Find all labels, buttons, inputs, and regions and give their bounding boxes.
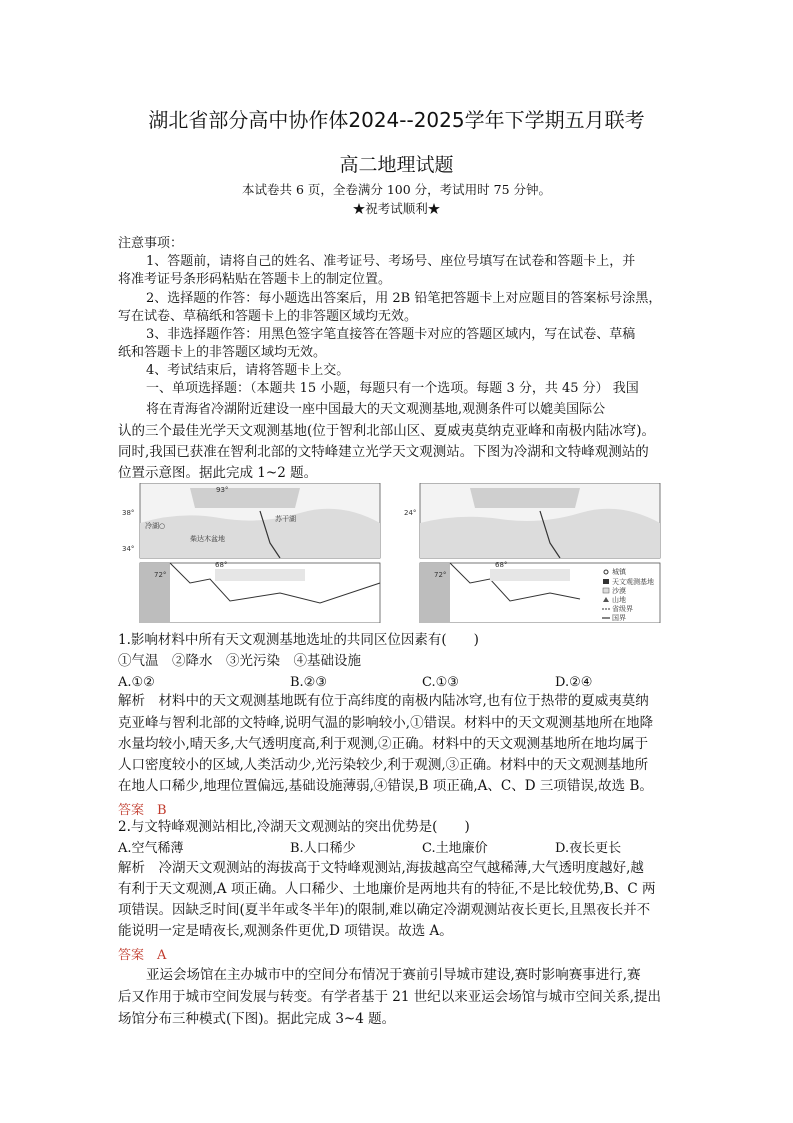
q2-explanation-4: 能说明一定是晴夜长,观测条件更优,D 项错误。故选 A。 [118, 923, 453, 939]
legend-item-2: 沙漠 [612, 587, 626, 595]
location-maps-figure [120, 483, 680, 623]
left-map [122, 483, 380, 623]
material-line-1: 将在青海省冷湖附近建设一座中国最大的天文观测基地,观测条件可以媲美国际公 [146, 402, 606, 417]
material-line-4: 位置示意图。据此完成 1~2 题。 [118, 465, 318, 481]
q1-explanation-5: 在地人口稀少,地理位置偏远,基础设施薄弱,④错误,B 项正确,A、C、D 三项错误,故选 B。 [118, 778, 653, 794]
passage2-line-2: 后又作用于城市空间发展与转变。有学者基于 21 世纪以来亚运会场馆与城市空间关系,提出 [118, 989, 662, 1005]
q1-explanation-2: 克亚峰与智利北部的文特峰,说明气温的影响较小,①错误。材料中的天文观测基地所在地降 [118, 715, 654, 731]
note-2b: 写在试卷、草稿纸和答题卡上的非答题区域均无效。 [118, 309, 418, 324]
left-lon-label-1: 93° [216, 486, 229, 494]
q2-explanation-2: 有利于天文观测,A 项正确。人口稀少、土地廉价是两地共有的特征,不是比较优势,B、C 两 [118, 881, 656, 897]
legend-item-1: 天文观测基地 [612, 578, 654, 586]
q1-factors: ①气温 ②降水 ③光污染 ④基础设施 [118, 653, 361, 669]
left-place-sugan: 苏干湖 [275, 515, 296, 523]
left-lat-label-1: 38° [122, 509, 135, 517]
q2-answer: 答案 A [118, 948, 167, 963]
q2-option-b: B.人口稀少 [290, 841, 356, 856]
q1-option-c: C.①③ [422, 675, 459, 690]
notes-heading: 注意事项： [118, 236, 184, 251]
q1-answer: 答案 B [118, 803, 167, 818]
legend-item-5: 国界 [612, 614, 626, 622]
q2-option-d: D.夜长更长 [555, 841, 622, 856]
q2-option-c: C.土地廉价 [422, 841, 488, 856]
right-lat-label-1: 24° [404, 509, 417, 517]
q2-option-a: A.空气稀薄 [118, 841, 184, 856]
legend-desert-icon [603, 588, 609, 593]
q1-explanation-3: 水量均较小,晴天多,大气透明度高,利于观测,②正确。材料中的天文观测基地所在地均属于 [118, 736, 649, 752]
material-line-2: 认的三个最佳光学天文观测基地(位于智利北部山区、夏威夷莫纳克亚峰和南极内陆冰穹)。 [118, 423, 656, 439]
q1-explanation-1: 解析 材料中的天文观测基地既有位于高纬度的南极内陆冰穹,也有位于热带的夏威夷莫纳 [118, 693, 649, 709]
q1-option-b: B.②③ [290, 675, 327, 690]
note-4: 4、考试结束后，请将答题卡上交。 [146, 363, 350, 378]
q1-explanation-4: 人口密度较小的区域,人类活动少,光污染较少,利于观测,③正确。材料中的天文观测基地所 [118, 757, 649, 773]
legend-item-4: 省级界 [612, 605, 633, 613]
note-2a: 2、选择题的作答：每小题选出答案后，用 2B 铅笔把答题卡上对应题目的答案标号涂黑， [146, 291, 662, 306]
left-place-lenghu: 冷湖○ [145, 522, 166, 530]
q2-explanation-1: 解析 冷湖天文观测站的海拔高于文特峰观测站,海拔越高空气越稀薄,大气透明度越好,越 [118, 860, 644, 876]
exam-subtitle: 高二地理试题 [339, 154, 454, 176]
q1-stem: 1.影响材料中所有天文观测基地选址的共同区位因素有( ) [118, 632, 479, 648]
exam-wish: ★祝考试顺利★ [352, 201, 441, 216]
q1-option-a: A.①② [118, 675, 155, 690]
note-1b: 将准考证号条形码粘贴在答题卡上的制定位置。 [118, 272, 392, 287]
left-lat-label-2: 34° [122, 545, 135, 553]
left-lon-label-2: 72° [154, 571, 167, 579]
passage2-line-1: 亚运会场馆在主办城市中的空间分布情况于赛前引导城市建设,赛时影响赛事进行,赛 [146, 967, 641, 983]
left-lon-label-3: 68° [215, 561, 228, 569]
exam-title: 湖北省部分高中协作体2024--2025学年下学期五月联考 [148, 108, 645, 132]
passage2-line-3: 场馆分布三种模式(下图)。据此完成 3~4 题。 [118, 1011, 396, 1027]
q2-stem: 2.与文特峰观测站相比,冷湖天文观测站的突出优势是( ) [118, 819, 470, 835]
note-3a: 3、非选择题作答：用黑色签字笔直接答在答题卡对应的答题区域内，写在试卷、草稿 [146, 327, 636, 342]
left-place-qaidam: 柴达木盆地 [190, 535, 225, 543]
q2-explanation-3: 项错误。因缺乏时间(夏半年或冬半年)的限制,难以确定冷湖观测站夜长更长,且黑夜长并不 [118, 902, 651, 918]
legend-item-0: 城镇 [612, 568, 626, 576]
right-lon-label-2: 68° [495, 561, 508, 569]
legend-item-3: 山地 [612, 596, 626, 604]
note-3b: 纸和答题卡上的非答题区域均无效。 [118, 345, 327, 360]
note-1a: 1、答题前，请将自己的姓名、准考证号、考场号、座位号填写在试卷和答题卡上，并 [146, 254, 636, 269]
legend-observatory-icon [603, 579, 609, 584]
right-lon-label-1: 72° [434, 571, 447, 579]
section1-heading: 一、单项选择题：（本题共 15 小题，每题只有一个选项。每题 3 分，共 45 分） 我国 [146, 381, 639, 396]
material-line-3: 同时,我国已获准在智利北部的文特峰建立光学天文观测站。下图为冷湖和文特峰观测站的 [118, 444, 649, 460]
right-map [404, 483, 660, 623]
exam-meta: 本试卷共 6 页，全卷满分 100 分，考试用时 75 分钟。 [241, 182, 552, 197]
q1-option-d: D.②④ [555, 675, 593, 690]
